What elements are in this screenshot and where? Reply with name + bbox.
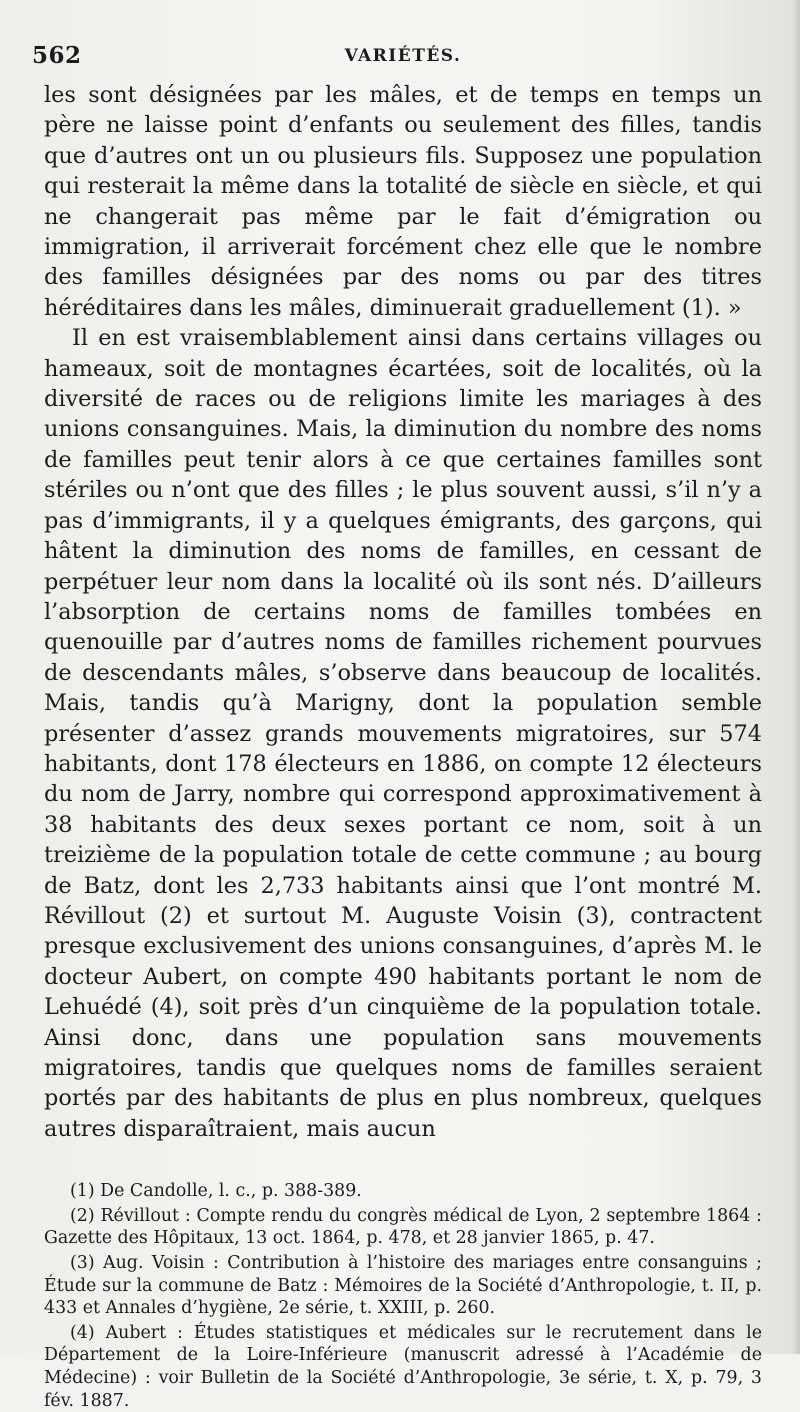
footnotes: [44, 1180, 762, 1412]
running-title: VARIÉTÉS.: [344, 46, 462, 66]
footnote-2: (2) Révillout : Compte rendu du congrès médical de Lyon, 2 septembre 1864 : Gazette des Hôpitaux, 13 oct. 1864, p. 478, et 28 janvier 1865, p. 47.: [44, 1205, 762, 1249]
body-text: [44, 80, 762, 1144]
footnote-4: (4) Aubert : Études statistiques et médicales sur le recrutement dans le Département de la Loire-Inférieure (manuscrit adressé à l’Académie de Médecine) : voir Bulletin de la Société d’Anthropologie, 3e série, t. X, p. 79, 3 fév. 1887.: [44, 1322, 762, 1411]
page-number: 562: [32, 42, 82, 69]
paragraph: Il en est vraisemblablement ainsi dans certains villages ou hameaux, soit de montagnes écartées, soit de localités, où la diversité de races ou de religions limite les mariages à des unions consanguines. Mais, la diminution du nombre des noms de familles peut tenir alors à ce que certaines familles sont stériles ou n’ont que des filles ; le plus souvent aussi, s’il n’y a pas d’immigrants, il y a quelques émigrants, des garçons, qui hâtent la diminution des noms de familles, en cessant de perpétuer leur nom dans la localité où ils sont nés. D’ailleurs l’absorption de certains noms de familles tombées en quenouille par d’autres noms de familles richement pourvues de descendants mâles, s’observe dans beaucoup de localités. Mais, tandis qu’à Marigny, dont la population semble présenter d’assez grands mouvements migratoires, sur 574 habitants, dont 178 électeurs en 1886, on compte 12 électeurs du nom de Jarry, nombre qui correspond approximativement à 38 habitants des deux sexes portant ce nom, soit à un treizième de la population totale de cette commune ; au bourg de Batz, dont les 2,733 habitants ainsi que l’ont montré M. Révillout (2) et surtout M. Auguste Voisin (3), contractent presque exclusivement des unions consanguines, d’après M. le docteur Aubert, on compte 490 habitants portant le nom de Lehuédé (4), soit près d’un cinquième de la population totale. Ainsi donc, dans une population sans mouvements migratoires, tandis que quelques noms de familles seraient portés par des habitants de plus en plus nombreux, quelques autres disparaîtraient, mais aucun: [44, 325, 762, 1142]
footnote-1: (1) De Candolle, l. c., p. 388-389.: [70, 1181, 362, 1202]
footnote-3: (3) Aug. Voisin : Contribution à l’histoire des mariages entre consanguins ; Étude sur la commune de Batz : Mémoires de la Société d’Anthropologie, t. II, p. 433 et Annales d’hygiène, 2e série, t. XXIII, p. 260.: [44, 1253, 762, 1319]
running-head: [32, 28, 762, 80]
paragraph-continued: les sont désignées par les mâles, et de temps en temps un père ne laisse point d’enfants ou seulement des filles, tandis que d’autres ont un ou plusieurs fils. Supposez une population qui resterait la même dans la totalité de siècle en siècle, et qui ne changerait pas même par le fait d’émigration ou immigration, il arriverait forcément chez elle que le nombre des familles désignées par des noms ou par des titres héréditaires dans les mâles, diminuerait graduellement (1). »: [44, 82, 762, 321]
